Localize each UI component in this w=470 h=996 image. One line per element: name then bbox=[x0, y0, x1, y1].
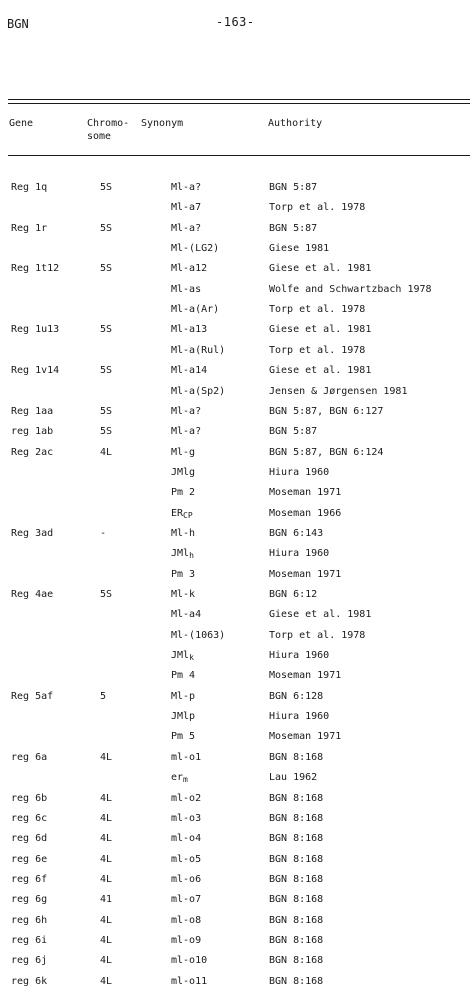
synonym-cell: ml-o2 bbox=[171, 792, 202, 804]
synonym-cell: Ml-h bbox=[171, 527, 196, 539]
table-row bbox=[0, 976, 470, 996]
table-row bbox=[0, 935, 470, 955]
authority-cell: BGN 5:87 bbox=[269, 182, 318, 193]
authority-cell: BGN 8:168 bbox=[269, 975, 324, 987]
gene-cell: Reg 1t12 bbox=[11, 263, 60, 275]
authority-cell: BGN 8:168 bbox=[269, 914, 324, 926]
synonym-cell: JMlp bbox=[171, 711, 196, 723]
authority-cell: Hiura 1960 bbox=[269, 711, 330, 723]
chromosome-cell: 5S bbox=[100, 263, 113, 275]
synonym-cell: Ml-a14 bbox=[171, 365, 208, 377]
table-row bbox=[0, 284, 470, 304]
synonym-cell: JMlg bbox=[171, 466, 196, 478]
synonym-cell: Ml-a? bbox=[171, 182, 202, 193]
synonym-cell: Pm 2 bbox=[171, 487, 196, 499]
authority-cell: BGN 5:87, BGN 6:124 bbox=[269, 446, 384, 458]
chromosome-cell: 5 bbox=[100, 690, 107, 702]
table-top-rule bbox=[8, 99, 470, 100]
authority-cell: BGN 8:168 bbox=[269, 853, 324, 865]
table-row bbox=[0, 345, 470, 365]
authority-cell: BGN 6:128 bbox=[269, 690, 324, 702]
table-row bbox=[0, 508, 470, 528]
synonym-cell: JMl$_k$ bbox=[171, 650, 194, 663]
authority-cell: Giese et al. 1981 bbox=[269, 263, 372, 275]
gene-cell: reg 6i bbox=[11, 934, 48, 946]
table-row bbox=[0, 670, 470, 690]
synonym-cell: Ml-k bbox=[171, 589, 196, 600]
gene-cell: reg 6j bbox=[11, 955, 48, 967]
synonym-cell: Ml-a7 bbox=[171, 202, 202, 214]
gene-cell: Reg 4ae bbox=[11, 589, 54, 600]
gene-cell: reg 1ab bbox=[11, 426, 54, 438]
authority-cell: BGN 5:87 bbox=[269, 426, 318, 438]
synonym-subscript: m bbox=[183, 775, 188, 785]
authority-cell: Moseman 1971 bbox=[269, 487, 342, 499]
gene-cell: reg 6h bbox=[11, 914, 48, 926]
table-row bbox=[0, 324, 470, 344]
authority-cell: Giese 1981 bbox=[269, 243, 330, 255]
chromosome-cell: 5S bbox=[100, 365, 113, 377]
table-row bbox=[0, 467, 470, 487]
gene-cell: reg 6b bbox=[11, 792, 48, 804]
authority-cell: BGN 8:168 bbox=[269, 873, 324, 885]
synonym-cell: ml-o7 bbox=[171, 894, 202, 906]
table-header-rule bbox=[8, 155, 470, 156]
gene-cell: Reg 3ad bbox=[11, 527, 54, 539]
authority-cell: BGN 8:168 bbox=[269, 812, 324, 824]
gene-cell: Reg 5af bbox=[11, 690, 54, 702]
authority-cell: Torp et al. 1978 bbox=[269, 202, 366, 214]
synonym-cell: ml-o5 bbox=[171, 853, 202, 865]
synonym-subscript: h bbox=[189, 551, 194, 561]
gene-cell: Reg 1aa bbox=[11, 405, 54, 417]
chromosome-cell: 4L bbox=[100, 934, 113, 946]
chromosome-cell: 4L bbox=[100, 853, 113, 865]
table-row bbox=[0, 894, 470, 914]
synonym-cell: ml-o9 bbox=[171, 934, 202, 946]
synonym-cell: Pm 5 bbox=[171, 731, 196, 743]
synonym-cell: ml-o11 bbox=[171, 975, 208, 987]
table-row bbox=[0, 589, 470, 609]
authority-cell: BGN 6:143 bbox=[269, 527, 324, 539]
gene-cell: reg 6e bbox=[11, 853, 48, 865]
table-row bbox=[0, 548, 470, 568]
column-header-chromosome bbox=[87, 117, 129, 143]
synonym-cell: Pm 3 bbox=[171, 568, 196, 580]
authority-cell: Wolfe and Schwartzbach 1978 bbox=[269, 283, 432, 295]
synonym-cell: Ml-a(Rul) bbox=[171, 344, 226, 356]
authority-cell: Lau 1962 bbox=[269, 772, 318, 784]
table-row bbox=[0, 772, 470, 792]
table-row bbox=[0, 731, 470, 751]
authority-cell: BGN 6:12 bbox=[269, 589, 318, 600]
authority-cell: Torp et al. 1978 bbox=[269, 304, 366, 316]
chromosome-cell: 4L bbox=[100, 833, 113, 845]
table-row bbox=[0, 487, 470, 507]
table-row bbox=[0, 609, 470, 629]
table-row bbox=[0, 650, 470, 670]
authority-cell: BGN 5:87 bbox=[269, 222, 318, 234]
column-header-chromosome-line1: Chromo- bbox=[87, 118, 130, 129]
authority-cell: Moseman 1971 bbox=[269, 670, 342, 682]
chromosome-cell: 4L bbox=[100, 446, 113, 458]
synonym-cell: Ml-a4 bbox=[171, 609, 202, 621]
synonym-cell: Ml-g bbox=[171, 446, 196, 458]
synonym-cell: Ml-a? bbox=[171, 426, 202, 438]
running-header-left: BGN bbox=[7, 17, 29, 31]
authority-cell: BGN 8:168 bbox=[269, 934, 324, 946]
synonym-cell: $ER_{CP}$ bbox=[171, 507, 193, 520]
synonym-cell: Pm 4 bbox=[171, 670, 196, 682]
synonym-cell: ml-o1 bbox=[171, 751, 202, 763]
gene-cell: reg 6k bbox=[11, 975, 48, 987]
table-row bbox=[0, 752, 470, 772]
table-row bbox=[0, 813, 470, 833]
table-row bbox=[0, 833, 470, 853]
table-row bbox=[0, 182, 470, 202]
authority-cell: Jensen & Jørgensen 1981 bbox=[269, 385, 408, 397]
table-row bbox=[0, 202, 470, 222]
gene-cell: reg 6f bbox=[11, 873, 48, 885]
authority-cell: Giese et al. 1981 bbox=[269, 324, 372, 336]
table-row bbox=[0, 304, 470, 324]
authority-cell: BGN 8:168 bbox=[269, 894, 324, 906]
synonym-cell: Ml-as bbox=[171, 283, 202, 295]
synonym-cell: ml-o4 bbox=[171, 833, 202, 845]
authority-cell: Giese et al. 1981 bbox=[269, 609, 372, 621]
authority-cell: Hiura 1960 bbox=[269, 548, 330, 560]
authority-cell: BGN 8:168 bbox=[269, 792, 324, 804]
chromosome-cell: 4L bbox=[100, 914, 113, 926]
chromosome-cell: 4L bbox=[100, 873, 113, 885]
table-row bbox=[0, 365, 470, 385]
authority-cell: Torp et al. 1978 bbox=[269, 344, 366, 356]
authority-cell: Hiura 1960 bbox=[269, 466, 330, 478]
synonym-cell: Ml-a? bbox=[171, 222, 202, 234]
chromosome-cell: 5S bbox=[100, 324, 113, 336]
table-row bbox=[0, 854, 470, 874]
synonym-cell: Ml-(1063) bbox=[171, 629, 226, 641]
synonym-cell: JMl$_h$ bbox=[171, 548, 194, 561]
table-row bbox=[0, 447, 470, 467]
synonym-subscript: k bbox=[189, 653, 194, 663]
table-row bbox=[0, 263, 470, 283]
authority-cell: BGN 8:168 bbox=[269, 833, 324, 845]
gene-cell: Reg 1u13 bbox=[11, 324, 60, 336]
synonym-cell: Ml-p bbox=[171, 690, 196, 702]
column-header-synonym: Synonym bbox=[141, 118, 184, 129]
table-row bbox=[0, 406, 470, 426]
gene-cell: Reg 1q bbox=[11, 182, 48, 193]
gene-cell: reg 6d bbox=[11, 833, 48, 845]
synonym-cell: ml-o3 bbox=[171, 812, 202, 824]
authority-cell: BGN 5:87, BGN 6:127 bbox=[269, 405, 384, 417]
table-row bbox=[0, 711, 470, 731]
gene-cell: reg 6a bbox=[11, 751, 48, 763]
table-row bbox=[0, 691, 470, 711]
chromosome-cell: 5S bbox=[100, 182, 113, 193]
table-row bbox=[0, 569, 470, 589]
authority-cell: Moseman 1971 bbox=[269, 731, 342, 743]
table-row bbox=[0, 386, 470, 406]
table-row bbox=[0, 630, 470, 650]
authority-cell: Torp et al. 1978 bbox=[269, 629, 366, 641]
chromosome-cell: 4L bbox=[100, 955, 113, 967]
page-number: -163- bbox=[216, 15, 255, 29]
table-row bbox=[0, 955, 470, 975]
gene-cell: reg 6c bbox=[11, 812, 48, 824]
table-row bbox=[0, 528, 470, 548]
authority-cell: Hiura 1960 bbox=[269, 650, 330, 662]
table-top-rule-2 bbox=[8, 103, 470, 104]
synonym-cell: Ml-a12 bbox=[171, 263, 208, 275]
chromosome-cell: - bbox=[100, 527, 107, 539]
authority-cell: Giese et al. 1981 bbox=[269, 365, 372, 377]
gene-cell: Reg 1v14 bbox=[11, 365, 60, 377]
chromosome-cell: 5S bbox=[100, 589, 113, 600]
gene-cell: reg 6g bbox=[11, 894, 48, 906]
column-header-gene: Gene bbox=[9, 118, 34, 129]
table-row bbox=[0, 243, 470, 263]
table-row bbox=[0, 223, 470, 243]
synonym-cell: ml-o8 bbox=[171, 914, 202, 926]
chromosome-cell: 4L bbox=[100, 975, 113, 987]
synonym-cell: Ml-a13 bbox=[171, 324, 208, 336]
synonym-cell: Ml-a(Ar) bbox=[171, 304, 220, 316]
table-row bbox=[0, 874, 470, 894]
chromosome-cell: 4L bbox=[100, 751, 113, 763]
table-row bbox=[0, 915, 470, 935]
chromosome-cell: 5S bbox=[100, 222, 113, 234]
chromosome-cell: 5S bbox=[100, 426, 113, 438]
gene-cell: Reg 1r bbox=[11, 222, 48, 234]
synonym-cell: $er_m$ bbox=[171, 772, 188, 785]
chromosome-cell: 41 bbox=[100, 894, 113, 906]
synonym-cell: Ml-a(Sp2) bbox=[171, 385, 226, 397]
column-header-chromosome-line2: some bbox=[87, 131, 112, 142]
column-header-authority: Authority bbox=[268, 118, 323, 129]
chromosome-cell: 4L bbox=[100, 812, 113, 824]
synonym-subscript: CP bbox=[183, 510, 193, 520]
synonym-cell: ml-o10 bbox=[171, 955, 208, 967]
table-row bbox=[0, 426, 470, 446]
authority-cell: Moseman 1966 bbox=[269, 507, 342, 519]
chromosome-cell: 5S bbox=[100, 405, 113, 417]
synonym-cell: Ml-(LG2) bbox=[171, 243, 220, 255]
authority-cell: BGN 8:168 bbox=[269, 955, 324, 967]
authority-cell: BGN 8:168 bbox=[269, 751, 324, 763]
authority-cell: Moseman 1971 bbox=[269, 568, 342, 580]
gene-cell: Reg 2ac bbox=[11, 446, 54, 458]
table-row bbox=[0, 793, 470, 813]
chromosome-cell: 4L bbox=[100, 792, 113, 804]
synonym-cell: Ml-a? bbox=[171, 405, 202, 417]
synonym-cell: ml-o6 bbox=[171, 873, 202, 885]
